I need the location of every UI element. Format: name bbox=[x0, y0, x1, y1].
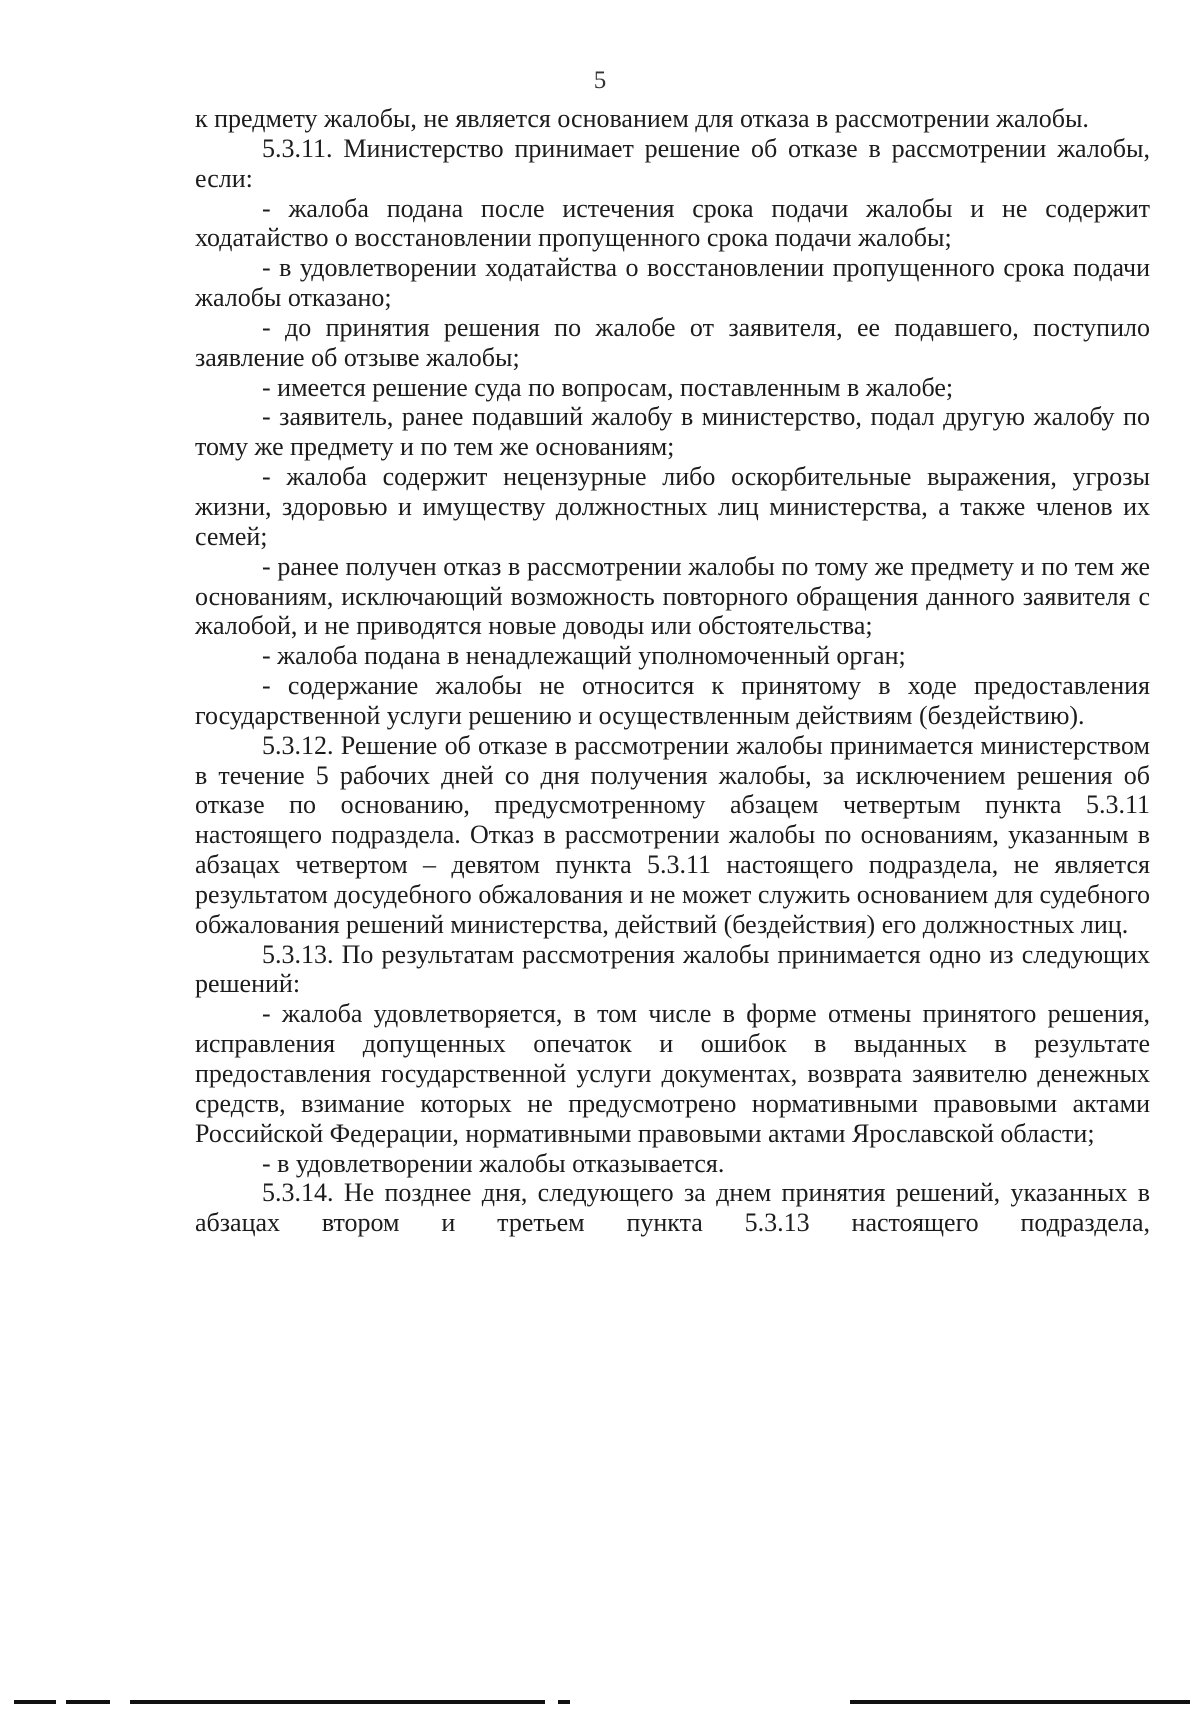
list-item: - ранее получен отказ в рассмотрении жалобы по тому же предмету и по тем же основаниям, исключающий возможность повторного обращения данного заявителя с жалобой, и не приводятся новые доводы или обстоятельства; bbox=[195, 551, 1150, 641]
list-item: - в удовлетворении жалобы отказывается. bbox=[262, 1148, 725, 1178]
paragraph-5-3-12: 5.3.12. Решение об отказе в рассмотрении жалобы принимается министерством в течение 5 рабочих дней со дня получения жалобы, за исключением решения об отказе по основанию, предусмотренному абзацем четвертым пункта 5.3.11 настоящего подраздела. Отказ в рассмотрении жалобы по основаниям, указанным в абзацах четвертом – девятом пункта 5.3.11 настоящего подраздела, не является результатом досудебного обжалования и не может служить основанием для судебного обжалования решений министерства, действий (бездействия) его должностных лиц. bbox=[195, 730, 1150, 939]
scan-edge-line bbox=[130, 1700, 545, 1704]
list-item: - жалоба подана в ненадлежащий уполномоченный орган; bbox=[262, 641, 906, 671]
scan-edge-line bbox=[558, 1700, 570, 1704]
scan-edge-line bbox=[14, 1700, 56, 1704]
scan-edge-line bbox=[850, 1700, 1190, 1704]
list-item: - заявитель, ранее подавший жалобу в министерство, подал другую жалобу по тому же предмету и по тем же основаниям; bbox=[195, 402, 1150, 462]
list-item: - в удовлетворении ходатайства о восстановлении пропущенного срока подачи жалобы отказано; bbox=[195, 253, 1150, 313]
paragraph-5-3-11: 5.3.11. Министерство принимает решение об отказе в рассмотрении жалобы, если: bbox=[195, 133, 1150, 193]
paragraph-5-3-13: 5.3.13. По результатам рассмотрения жалобы принимается одно из следующих решений: bbox=[195, 939, 1150, 999]
list-item: - жалоба подана после истечения срока подачи жалобы и не содержит ходатайство о восстановлении пропущенного срока подачи жалобы; bbox=[195, 193, 1150, 253]
document-body bbox=[195, 104, 1150, 1238]
list-item: - жалоба содержит нецензурные либо оскорбительные выражения, угрозы жизни, здоровью и имуществу должностных лиц министерства, а также членов их семей; bbox=[195, 462, 1150, 551]
paragraph: к предмету жалобы, не является основанием для отказа в рассмотрении жалобы. bbox=[195, 104, 1089, 133]
paragraph-5-3-14: 5.3.14. Не позднее дня, следующего за днем принятия решений, указанных в абзацах втором и третьем пункта 5.3.13 настоящего подраздела, bbox=[195, 1178, 1150, 1238]
list-item: - до принятия решения по жалобе от заявителя, ее подавшего, поступило заявление об отзыве жалобы; bbox=[195, 312, 1150, 372]
list-item: - имеется решение суда по вопросам, поставленным в жалобе; bbox=[262, 372, 954, 402]
list-item: - жалоба удовлетворяется, в том числе в форме отмены принятого решения, исправления допущенных опечаток и ошибок в выданных в результате предоставления государственной услуги документах, возврата заявителю денежных средств, взимание которых не предусмотрено нормативными правовыми актами Российской Федерации, нормативными правовыми актами Ярославской области; bbox=[195, 999, 1150, 1148]
page-number: 5 bbox=[593, 67, 607, 94]
list-item: - содержание жалобы не относится к принятому в ходе предоставления государственной услуги решению и осуществленным действиям (бездействию). bbox=[195, 671, 1150, 730]
scan-edge-line bbox=[66, 1700, 110, 1704]
